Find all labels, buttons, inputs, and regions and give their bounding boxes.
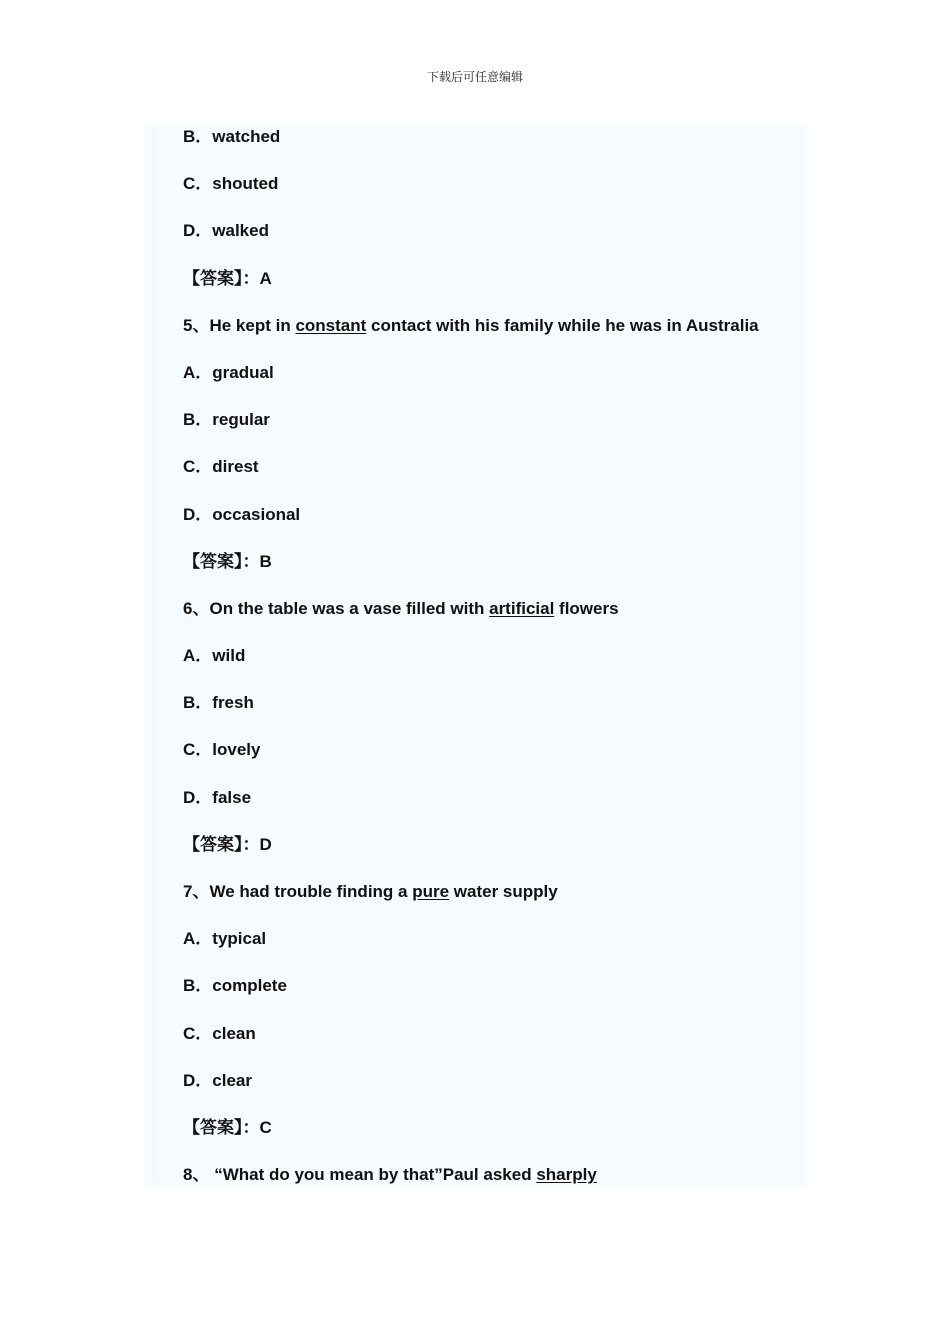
option-line: [183, 218, 798, 265]
option-text: wild: [212, 646, 246, 666]
option-text: occasional: [212, 504, 301, 524]
question-line: [183, 1162, 798, 1209]
option-line: [183, 502, 798, 549]
option-letter: B．: [183, 410, 213, 430]
option-line: [183, 785, 798, 832]
question-text: On the table was a vase filled with: [209, 598, 490, 618]
option-letter: C．: [183, 174, 213, 194]
question-text-end: contact with his family while he was in Australia: [366, 315, 759, 335]
option-letter: C．: [183, 740, 213, 760]
question-text: We had trouble finding a: [209, 882, 413, 901]
option-letter: D．: [183, 1070, 213, 1090]
answer-line: [183, 266, 798, 313]
question-text: “What do you mean by that”Paul asked: [209, 1165, 537, 1185]
answer-line: [183, 832, 798, 879]
option-letter: D．: [183, 504, 213, 524]
question-text-end: flowers: [554, 598, 619, 618]
question-line: [183, 596, 798, 643]
answer-label: 【答案】：: [183, 551, 260, 572]
option-line: [183, 1021, 798, 1068]
question-text-end: water supply: [449, 882, 558, 901]
document-body: [183, 124, 798, 1209]
option-letter: C．: [183, 457, 213, 477]
answer-value: C: [259, 1117, 272, 1137]
option-text: walked: [212, 221, 269, 241]
underlined-word: artificial: [489, 598, 555, 618]
option-text: regular: [212, 410, 270, 430]
option-letter: C．: [183, 1023, 213, 1043]
question-number: 8、: [183, 1165, 210, 1185]
option-line: [183, 454, 798, 501]
answer-label: 【答案】：: [183, 268, 260, 289]
answer-value: A: [259, 268, 272, 288]
answer-value: B: [259, 551, 272, 571]
option-line: [183, 973, 798, 1020]
underlined-word: sharply: [536, 1165, 597, 1185]
option-letter: A．: [183, 362, 213, 382]
option-text: false: [212, 787, 252, 807]
option-text: clear: [212, 1070, 252, 1090]
option-letter: D．: [183, 221, 213, 241]
question-number: 7、: [183, 882, 210, 901]
option-line: [183, 171, 798, 218]
question-text: He kept in: [209, 315, 296, 335]
option-line: [183, 643, 798, 690]
option-line: [183, 737, 798, 784]
option-text: gradual: [212, 362, 274, 382]
answer-value: D: [259, 834, 272, 854]
option-line: [183, 360, 798, 407]
option-letter: D．: [183, 787, 213, 807]
answer-line: [183, 1115, 798, 1162]
option-line: [183, 926, 798, 973]
option-letter: B．: [183, 127, 213, 146]
question-line: [183, 879, 798, 926]
option-text: direst: [212, 457, 259, 477]
option-letter: B．: [183, 976, 213, 996]
underlined-word: constant: [295, 315, 367, 335]
answer-line: [183, 549, 798, 596]
page-header: 下载后可任意编辑: [426, 70, 523, 84]
option-line: [183, 1068, 798, 1115]
option-text: lovely: [212, 740, 261, 760]
option-text: fresh: [212, 693, 254, 713]
option-line: [183, 124, 798, 171]
answer-label: 【答案】：: [183, 1117, 260, 1138]
option-letter: B．: [183, 693, 213, 713]
question-line: [183, 313, 798, 360]
option-text: watched: [212, 127, 281, 146]
option-text: clean: [212, 1023, 256, 1043]
answer-label: 【答案】：: [183, 834, 260, 855]
option-line: [183, 407, 798, 454]
option-letter: A．: [183, 929, 213, 949]
option-text: typical: [212, 929, 267, 949]
option-text: complete: [212, 976, 287, 996]
option-letter: A．: [183, 646, 213, 666]
option-text: shouted: [212, 174, 279, 194]
question-number: 5、: [183, 315, 210, 335]
underlined-word: pure: [412, 882, 450, 901]
question-number: 6、: [183, 598, 210, 618]
option-line: [183, 690, 798, 737]
